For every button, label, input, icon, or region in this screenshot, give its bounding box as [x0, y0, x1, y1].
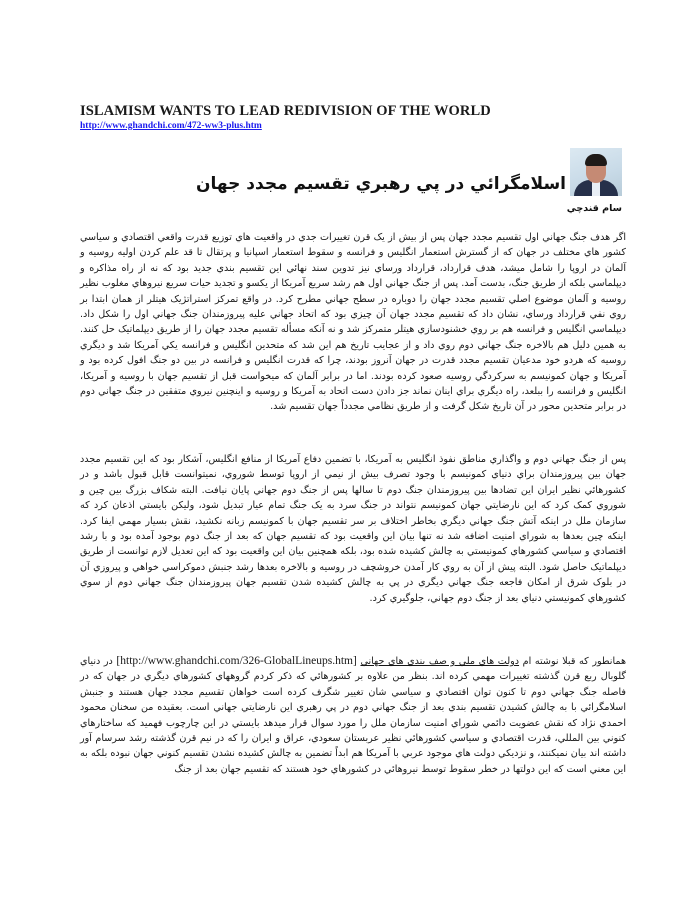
paragraph-3: [80, 654, 626, 777]
english-article-link[interactable]: http://www.ghandchi.com/472-ww3-plus.htm: [80, 121, 262, 131]
paragraph-3-text: در دنياي گلوبال ربع قرن گذشته تغييرات مهمي کرده اند. بنظر من علاوه بر کشورهائي که ذکر کردم گروههاي کشورهاي ديگري در جهان که در فاصله جنگ جهاني دوم تا کنون توان اقتصادي و سياسي شان تغيير شگرف کرده است خواهان تقسيم مجدد جهان هستند و جنبش اسلامگرائي با به چالش کشيدن تقسيم بندي بعد از جنگ جهاني دوم در پي رهبري اين نارضايتي جهاني است. بعقيده من سخنان محمود احمدي نژاد که نقش عضويت دائمي شوراي امنيت سازمان ملل را مورد سوال قرار ميدهد بايستي در اين چارچوب فهميد که ساختارهاي کنوني بين المللي، قدرت اقتصادي و سياسي کشورهائي نظير عربستان سعودي، عراق و ايران را که در نيم قرن گذشته رشد سرسام آور داشته اند بيان نميکنند، و نزديکي دولت هاي موجود عربي با آمريکا هم ابداً تضمين به چالش کشيده نشدن تقسيم کنوني جهان نبوده بلکه به اين معني است که اين دولتها در خطر سقوط توسط نيروهائي در کشورهاي خود هستند که تقسيم جهان بعد از جنگ: [80, 656, 626, 775]
persian-header: [196, 148, 622, 196]
author-name: سام قندچي: [566, 203, 622, 214]
author-photo: [570, 148, 622, 196]
paragraph-3-intro: همانطور که قبلا نوشته ام: [522, 656, 626, 667]
photo-hair: [585, 154, 607, 166]
english-title: ISLAMISM WANTS TO LEAD REDIVISION OF THE WORLD: [80, 103, 491, 119]
paragraph-2: پس از جنگ جهاني دوم و واگذاري مناطق نفوذ انگليس به آمريکا، با تضمين دفاع آمريکا از منافع انگليس، آشکار بود که اين تقسيم مجدد جهان بين پيروزمندان براي دنياي کمونيسم با وجود تصرف بيش از نيمي از اروپا توسط شوروي، نميتوانست قابل قبول باشد و در کشورهائي نظير ايران اين تضادها بين پيروزمندان جنگ دوم تا سالها پس از جنگ دوم جهاني پايان نيافت. البته شکاف بزرگ بين چين و شوروي کمک کرد که اين نارضايتي جهان کمونيسم نتواند در جنگ سرد به يک جنگ تمام عيار تبديل شود، وليکن بايستي اذعان کرد که سازمان ملل در اينکه آتش جنگ جهاني ديگري بخاطر اختلاف بر سر تقسيم جهان با کمونيسم زبانه نکشيد، نقش بسيار مهمي ايفا کرد. اينکه چين بعدها به شوراي امنيت اضافه شد نه تنها بيان اين واقعيت بود که تقسيم جهان که بعد از جنگ دوم بوجود آمده بود و با رشد اقتصادي و سياسي کشورهاي کمونيستي به چالش کشيده شده بود، بلکه همچنين بيان اين واقعيت بود که اين تعديل لازم توانست از طريق ديپلماتيک حاصل شود. البته پيش از آن به روي کار آمدن خروشچف در روسيه و بالاخره بعدها رشد جنبش دموکراسي خواهي و پيروزي آن در بلوک شرق از امکان فاجعه جنگ جهاني ديگري در پي به چالش کشيده شدن تقسيم جهان پيروزمندان جنگ جهاني دوم از سوي کشورهاي کمونيستي دنياي بعد از جنگ دوم جهاني، جلوگيري کرد.: [80, 454, 626, 604]
global-lineups-url: [http://www.ghandchi.com/326-GlobalLineups.htm]: [116, 655, 357, 667]
global-lineups-link[interactable]: دولت هاي ملي و صف بندي هاي جهاني: [360, 656, 520, 667]
persian-title: اسلامگرائي در پي رهبري تقسيم مجدد جهان: [196, 174, 566, 194]
paragraph-1: اگر هدف جنگ جهاني اول تقسيم مجدد جهان پس از بيش از يک قرن تغييرات جدي در واقعيت هاي توزيع قدرت واقعي اقتصادي و سياسي کشور هاي مختلف در جهان که از گسترش استعمار انگليس و فرانسه و سقوط استعمار اسپانيا و پرتقال تا قد علم کردن اوليه روسيه و آلمان در اروپا را شامل ميشد، هدف قرارداد، قرارداد ورساي نيز تدوين سند نهائي اين تقسيم بندي جديد بود که نه از راه مذاکره و ديپلماسي بلکه از طريق جنگ، بدست آمد. پس از جنگ جهاني اول هم رشد سريع آمريکا از يکسو و تجديد حيات سريع نيروهاي مغلوب نظير روسيه و آلمان موضوع اصلي تقسيم مجدد جهان را دوباره در سطح جهاني مطرح کرد. در واقع تمرکز استراتژيک هيتلر از همان ابتدا بر روي نفي قرارداد ورساي، نشان داد که تقسيم مجدد جهان آن چيزي بود که اتحاد جهاني عليه پيروزمندان جنگ جهاني اول را شکل داد. ديپلماسي انگليس و فرانسه هم بر روي خشنودسازي هيتلر متمرکز شد و نه آنکه مسأله تقسيم مجدد جهان را از طريق ديپلماتيک حل کنند. به همين دليل هم بالاخره جنگ جهاني دوم روي داد و از عجايب تاريخ هم اين شد که متحدين انگليس و فرانسه يکي آمريکا شد و ديگري روسيه که هردو خود مدعيان تقسيم مجدد قدرت در جهان آنروز بودند، چرا که قدرت انگليس و فرانسه در بين دو جنگ افول کرده بود و آمريکا و جهان کمونيسم به سرکردگي روسيه صعود کرده بودند. اما در برابر آلمان که ميخواست قبل از تقسيم جهان با روسيه و آمريکا، انگليس و فرانسه را ببلعد، راه ديگري براي اينان نماند جز دادن دست اتحاد به آمريکا و روسيه و اينچنين نيروي متفقين در جنگ جهاني دوم در برابر متحدين محور در آن تاريخ شکل گرفت و از طريق نظامي مجدداً جهان تقسيم شد.: [80, 232, 626, 413]
photo-shirt: [592, 181, 600, 196]
